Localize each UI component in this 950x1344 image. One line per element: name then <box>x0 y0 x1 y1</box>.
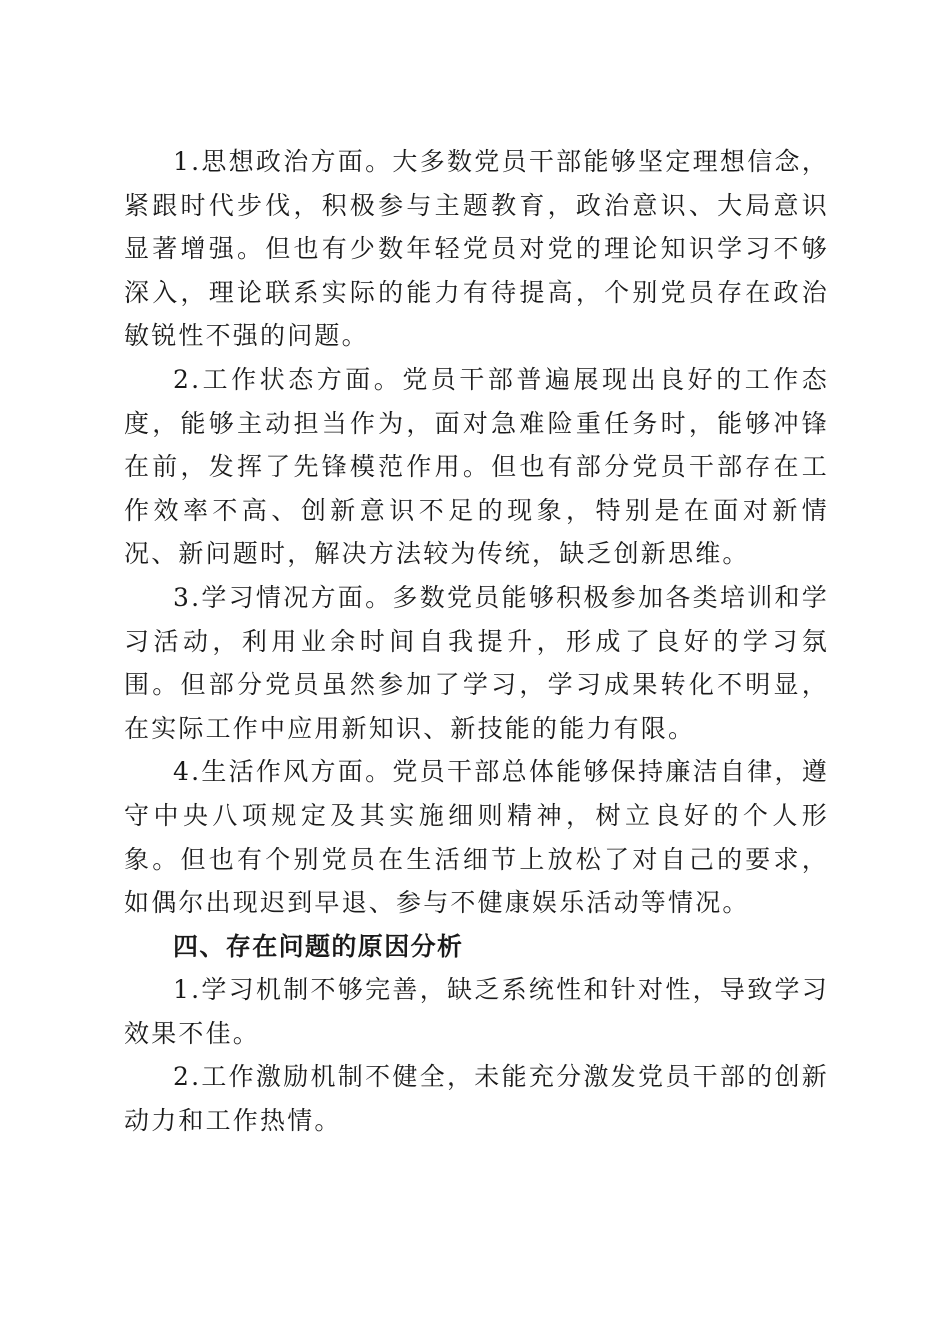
section-heading-cause-analysis: 四、存在问题的原因分析 <box>173 931 464 961</box>
document-body <box>124 140 829 1143</box>
paragraph-work-status: 2.工作状态方面。党员干部普遍展现出良好的工作态度，能够主动担当作为，面对急难险重任务时，能够冲锋在前，发挥了先锋模范作用。但也有部分党员干部存在工作效率不高、创新意识不足的现象，特别是在面对新情况、新问题时，解决方法较为传统，缺乏创新思维。 <box>124 364 829 569</box>
paragraph-incentive-mechanism: 2.工作激励机制不健全，未能充分激发党员干部的创新动力和工作热情。 <box>124 1062 829 1136</box>
paragraph-political-thought: 1.思想政治方面。大多数党员干部能够坚定理想信念，紧跟时代步伐，积极参与主题教育，政治意识、大局意识显著增强。但也有少数年轻党员对党的理论知识学习不够深入，理论联系实际的能力有待提高，个别党员存在政治敏锐性不强的问题。 <box>124 147 829 351</box>
paragraph-learning: 3.学习情况方面。多数党员能够积极参加各类培训和学习活动，利用业余时间自我提升，形成了良好的学习氛围。但部分党员虽然参加了学习，学习成果转化不明显，在实际工作中应用新知识、新技能的能力有限。 <box>124 582 829 743</box>
paragraph-learning-mechanism: 1.学习机制不够完善，缺乏系统性和针对性，导致学习效果不佳。 <box>124 975 829 1048</box>
paragraph-lifestyle: 4.生活作风方面。党员干部总体能够保持廉洁自律，遵守中央八项规定及其实施细则精神，树立良好的个人形象。但也有个别党员在生活细节上放松了对自己的要求，如偶尔出现迟到早退、参与不健康娱乐活动等情况。 <box>124 757 829 918</box>
